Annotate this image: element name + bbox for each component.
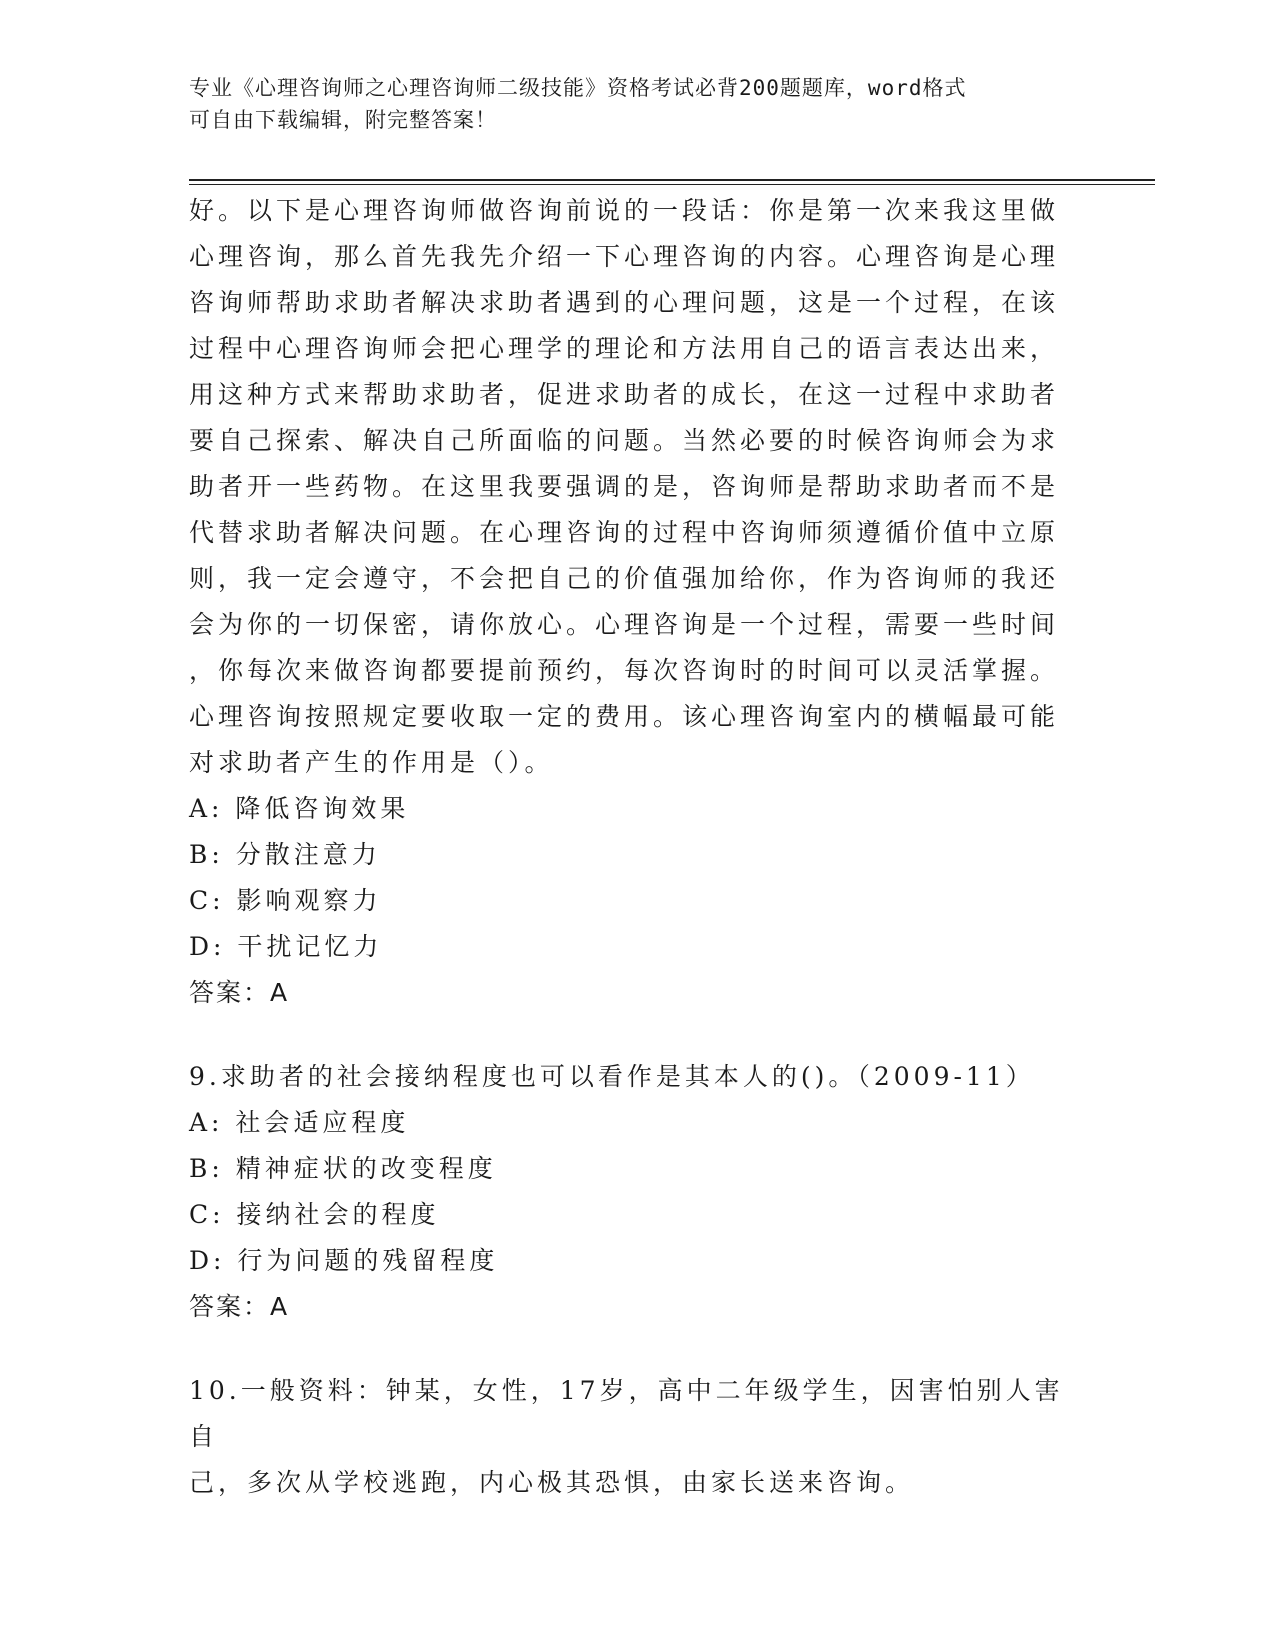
header-rule-thin bbox=[189, 184, 1155, 185]
q8-option-b: B: 分散注意力 bbox=[189, 840, 381, 869]
q8-line: 咨询师帮助求助者解决求助者遇到的心理问题，这是一个过程，在该 bbox=[189, 288, 1060, 317]
question-9 bbox=[189, 1054, 1069, 1330]
q8-option-d: D: 干扰记忆力 bbox=[189, 932, 383, 961]
q8-line: 则，我一定会遵守，不会把自己的价值强加给你，作为咨询师的我还 bbox=[189, 564, 1060, 593]
q9-stem: 9.求助者的社会接纳程度也可以看作是其本人的()。（2009-11） bbox=[189, 1062, 1035, 1091]
q9-option-a: A: 社会适应程度 bbox=[189, 1108, 410, 1137]
q8-line: 要自己探索、解决自己所面临的问题。当然必要的时候咨询师会为求 bbox=[189, 426, 1060, 455]
q10-line: 己，多次从学校逃跑，内心极其恐惧，由家长送来咨询。 bbox=[189, 1468, 915, 1497]
q9-option-c: C: 接纳社会的程度 bbox=[189, 1200, 440, 1229]
question-10 bbox=[189, 1368, 1069, 1506]
header-rule-thick bbox=[189, 179, 1155, 181]
q8-option-a: A: 降低咨询效果 bbox=[189, 794, 410, 823]
spacer bbox=[189, 1016, 1069, 1054]
q8-line: 心理咨询，那么首先我先介绍一下心理咨询的内容。心理咨询是心理 bbox=[189, 242, 1060, 271]
document-header bbox=[189, 72, 1069, 136]
question-8 bbox=[189, 188, 1069, 1016]
q8-option-c: C: 影响观察力 bbox=[189, 886, 382, 915]
q10-line: 10.一般资料：钟某，女性，17岁，高中二年级学生，因害怕别人害自 bbox=[189, 1376, 1064, 1451]
spacer bbox=[189, 1330, 1069, 1368]
q9-answer: 答案：A bbox=[189, 1292, 290, 1321]
q8-line: ，你每次来做咨询都要提前预约，每次咨询时的时间可以灵活掌握。 bbox=[189, 656, 1060, 685]
q8-line: 助者开一些药物。在这里我要强调的是，咨询师是帮助求助者而不是 bbox=[189, 472, 1060, 501]
q9-option-d: D: 行为问题的残留程度 bbox=[189, 1246, 499, 1275]
q8-line: 会为你的一切保密，请你放心。心理咨询是一个过程，需要一些时间 bbox=[189, 610, 1060, 639]
header-line-1: 专业《心理咨询师之心理咨询师二级技能》资格考试必背200题题库，word格式 bbox=[189, 76, 967, 100]
q8-line: 心理咨询按照规定要收取一定的费用。该心理咨询室内的横幅最可能 bbox=[189, 702, 1060, 731]
q8-line: 好。以下是心理咨询师做咨询前说的一段话：你是第一次来我这里做 bbox=[189, 196, 1060, 225]
q9-option-b: B: 精神症状的改变程度 bbox=[189, 1154, 497, 1183]
q8-line: 对求助者产生的作用是（）。 bbox=[189, 748, 554, 777]
header-line-2: 可自由下载编辑，附完整答案！ bbox=[189, 108, 497, 132]
q8-answer: 答案：A bbox=[189, 978, 290, 1007]
q8-line: 过程中心理咨询师会把心理学的理论和方法用自己的语言表达出来， bbox=[189, 334, 1060, 363]
q8-line: 代替求助者解决问题。在心理咨询的过程中咨询师须遵循价值中立原 bbox=[189, 518, 1060, 547]
q8-line: 用这种方式来帮助求助者，促进求助者的成长，在这一过程中求助者 bbox=[189, 380, 1060, 409]
document-body bbox=[189, 188, 1069, 1506]
